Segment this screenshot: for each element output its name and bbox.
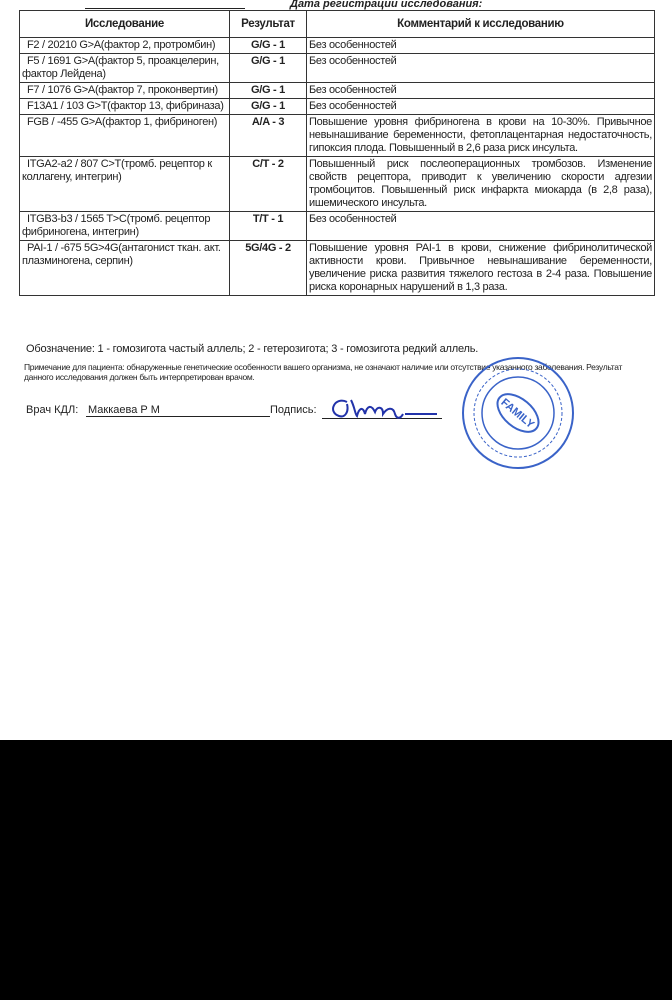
result-cell-text: G/G - 1 (251, 100, 285, 112)
test-cell-text: F5 / 1691 G>A(фактор 5, проакцелерин, фактор Лейдена) (22, 55, 219, 80)
test-cell (20, 241, 230, 296)
table-row (20, 212, 655, 241)
result-cell (230, 241, 307, 296)
comment-cell (307, 157, 655, 212)
result-cell-text: 5G/4G - 2 (245, 242, 291, 254)
table-row (20, 83, 655, 99)
result-cell-text: T/T - 1 (252, 213, 284, 225)
result-cell (230, 54, 307, 83)
test-cell-text: ITGA2-a2 / 807 C>T(тромб. рецептор к коллагену, интегрин) (22, 158, 212, 183)
comment-cell (307, 38, 655, 54)
result-cell-text: C/T - 2 (252, 158, 284, 170)
table-row (20, 38, 655, 54)
test-cell-text: F13A1 / 103 G>T(фактор 13, фибриназа) (27, 100, 224, 112)
patient-note: Примечание для пациента: обнаруженные генетические особенности вашего организма, не означают наличие или отсутствие указанного заболевания. Результат данного исследования должен быть интерпретирован врачом. (24, 362, 623, 382)
comment-cell-text: Повышенный риск послеоперационных тромбозов. Изменение свойств рецептора, приводит к увеличению скорости адгезии тромбоцитов. Повышенный риск инфаркта миокарда (в 2,8 раза), ишемического инсульта. (309, 158, 652, 209)
result-cell (230, 38, 307, 54)
comment-cell-text: Без особенностей (309, 213, 397, 225)
comment-cell (307, 115, 655, 157)
results-table (19, 10, 655, 296)
result-cell-text: G/G - 1 (251, 55, 285, 67)
comment-cell-text: Повышение уровня PAI-1 в крови, снижение фибринолитической активности крови. Привычное невынашивание беременности, увеличение риска развития тяжелого гестоза в 2-4 раза. Повышение риска коронарных нарушений в 1,3 раза. (309, 242, 652, 293)
result-cell (230, 157, 307, 212)
table-row (20, 115, 655, 157)
stamp-text: FAMILY (498, 396, 537, 432)
test-cell-text: FGB / -455 G>A(фактор 1, фибриноген) (27, 116, 218, 128)
column-header-test: Исследование (20, 11, 230, 38)
test-cell (20, 54, 230, 83)
column-header-result: Результат (230, 11, 307, 38)
test-cell-text: ITGB3-b3 / 1565 T>C(тромб. рецептор фибриногена, интегрин) (22, 213, 211, 238)
result-cell (230, 83, 307, 99)
comment-cell (307, 241, 655, 296)
comment-cell (307, 54, 655, 83)
handwritten-signature (325, 390, 445, 422)
test-cell (20, 83, 230, 99)
test-cell-text: F2 / 20210 G>A(фактор 2, протромбин) (27, 39, 216, 51)
test-cell (20, 212, 230, 241)
underline (85, 8, 245, 9)
test-cell (20, 157, 230, 212)
test-cell (20, 99, 230, 115)
comment-cell (307, 83, 655, 99)
stamp (460, 355, 576, 471)
registration-label: Дата регистрации исследования: (290, 0, 483, 10)
result-cell-text: A/A - 3 (251, 116, 285, 128)
comment-cell (307, 212, 655, 241)
result-cell-text: G/G - 1 (251, 84, 285, 96)
test-cell (20, 38, 230, 54)
legend: Обозначение: 1 - гомозигота частый аллель; 2 - гетерозигота; 3 - гомозигота редкий аллель. (26, 343, 479, 355)
result-cell (230, 99, 307, 115)
test-cell (20, 115, 230, 157)
test-cell-text: F7 / 1076 G>A(фактор 7, проконвертин) (27, 84, 218, 96)
result-cell (230, 212, 307, 241)
table-row (20, 54, 655, 83)
signature-label: Подпись: (270, 404, 317, 416)
comment-cell-text: Без особенностей (309, 100, 397, 112)
column-header-comment: Комментарий к исследованию (307, 11, 655, 38)
registration-line (0, 0, 672, 10)
doctor-name: Маккаева Р М (86, 404, 270, 417)
table-row (20, 241, 655, 296)
comment-cell-text: Повышение уровня фибриногена в крови на 10-30%. Привычное невынашивание беременности, фетоплацентарная недостаточность, гипоксия плода. Повышенный в 2,6 раза риск инсульта. (309, 116, 652, 154)
comment-cell (307, 99, 655, 115)
comment-cell-text: Без особенностей (309, 84, 397, 96)
result-cell (230, 115, 307, 157)
doctor-label: Врач КДЛ: (26, 404, 79, 416)
comment-cell-text: Без особенностей (309, 39, 397, 51)
table-row (20, 99, 655, 115)
comment-cell-text: Без особенностей (309, 55, 397, 67)
table-row (20, 157, 655, 212)
result-cell-text: G/G - 1 (251, 39, 285, 51)
test-cell-text: PAI-1 / -675 5G>4G(антагонист ткан. акт. плазминогена, серпин) (22, 242, 221, 267)
